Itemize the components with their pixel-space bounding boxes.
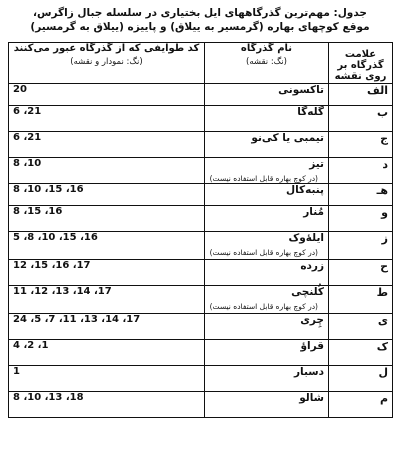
pass-name-cell	[205, 392, 329, 418]
pass-marker: ی	[329, 314, 393, 340]
pass-marker: و	[329, 206, 393, 232]
pass-marker: د	[329, 158, 393, 184]
pass-name: کُلنچی	[291, 286, 324, 298]
pass-name: قراؤ	[300, 340, 324, 352]
pass-name-cell	[205, 106, 329, 132]
table-row	[9, 158, 393, 184]
pass-marker: ک	[329, 340, 393, 366]
pass-note: (در کوچ بهاره قابل استفاده نیست)	[209, 248, 318, 257]
pass-name-cell	[205, 340, 329, 366]
clan-codes: 11 ،12 ،13 ،14 ،17	[9, 286, 205, 314]
pass-marker: م	[329, 392, 393, 418]
pass-name-cell	[205, 260, 329, 286]
pass-marker: ح	[329, 260, 393, 286]
table-row	[9, 392, 393, 418]
pass-name: شالو	[299, 392, 324, 404]
pass-name-cell	[205, 158, 329, 184]
pass-name: مُنار	[303, 206, 324, 218]
clan-codes: 8 ،10	[9, 158, 205, 184]
pass-marker: الف	[329, 84, 393, 106]
clan-codes: 24 ،5 ،7 ،11 ،13 ،14 ،17	[9, 314, 205, 340]
clan-codes: 20	[9, 84, 205, 106]
pass-name-cell	[205, 232, 329, 260]
pass-name-cell	[205, 132, 329, 158]
table-row	[9, 314, 393, 340]
table-row	[9, 366, 393, 392]
pass-name-cell	[205, 206, 329, 232]
title-line-1: جدول: مهم‌ترین گذرگاههای ایل بختیاری در سلسله جبال زاگرس،	[33, 7, 367, 19]
pass-note: (در کوچ بهاره قابل استفاده نیست)	[209, 174, 318, 183]
header-clan-codes-label: کد طوایفی که از گذرگاه عبور می‌کنند	[13, 43, 200, 54]
clan-codes: 4 ،2 ،1	[9, 340, 205, 366]
header-marker: علامت گذرگاه بر روی نقشه	[329, 43, 393, 84]
header-pass-name-sub: (نگ: نقشه)	[246, 57, 287, 67]
pass-marker: هـ	[329, 184, 393, 206]
pass-marker: ب	[329, 106, 393, 132]
table-header-row	[9, 43, 393, 84]
pass-name-cell	[205, 84, 329, 106]
table-row	[9, 132, 393, 158]
header-pass-name-label: نام گذرگاه	[240, 43, 293, 54]
clan-codes: 8 ،10 ،13 ،18	[9, 392, 205, 418]
header-clan-codes	[9, 43, 205, 84]
table-body	[9, 84, 393, 418]
table-row	[9, 260, 393, 286]
title-line-2: موقع کوچهای بهاره (گرمسیر به ییلاق) و پاییزه (ییلاق به گرمسیر)	[30, 21, 370, 33]
passes-table	[8, 42, 393, 418]
pass-marker: ج	[329, 132, 393, 158]
header-clan-codes-sub: (نگ: نمودار و نقشه)	[70, 57, 143, 67]
clan-codes: 8 ،15 ،16	[9, 206, 205, 232]
pass-note: (در کوچ بهاره قابل استفاده نیست)	[209, 302, 318, 311]
pass-name: زرده	[300, 260, 324, 272]
pass-name: تاکسونی	[278, 84, 324, 96]
pass-marker: ل	[329, 366, 393, 392]
pass-name: دسبار	[294, 366, 324, 378]
table-row	[9, 232, 393, 260]
pass-name-cell	[205, 184, 329, 206]
table-row	[9, 286, 393, 314]
clan-codes: 6 ،21	[9, 132, 205, 158]
pass-name: گله‌گا	[297, 106, 324, 118]
pass-name: تیز	[309, 158, 324, 170]
pass-name: تیمبی یا کی‌نو	[251, 132, 324, 144]
pass-marker: ط	[329, 286, 393, 314]
table-row	[9, 206, 393, 232]
pass-name: چِری	[300, 314, 324, 326]
table-row	[9, 184, 393, 206]
clan-codes: 12 ،15 ،16 ،17	[9, 260, 205, 286]
clan-codes: 5 ،8 ،10 ،15 ،16	[9, 232, 205, 260]
pass-name-cell	[205, 366, 329, 392]
table-row	[9, 84, 393, 106]
header-pass-name	[205, 43, 329, 84]
table-title	[10, 6, 390, 34]
pass-name-cell	[205, 286, 329, 314]
pass-name: ایلهٔ‌وک	[288, 232, 324, 244]
clan-codes: 1	[9, 366, 205, 392]
pass-name: پنبه‌کال	[285, 184, 324, 196]
clan-codes: 6 ،21	[9, 106, 205, 132]
pass-name-cell	[205, 314, 329, 340]
pass-marker: ز	[329, 232, 393, 260]
table-row	[9, 106, 393, 132]
clan-codes: 8 ،10 ،15 ،16	[9, 184, 205, 206]
table-row	[9, 340, 393, 366]
